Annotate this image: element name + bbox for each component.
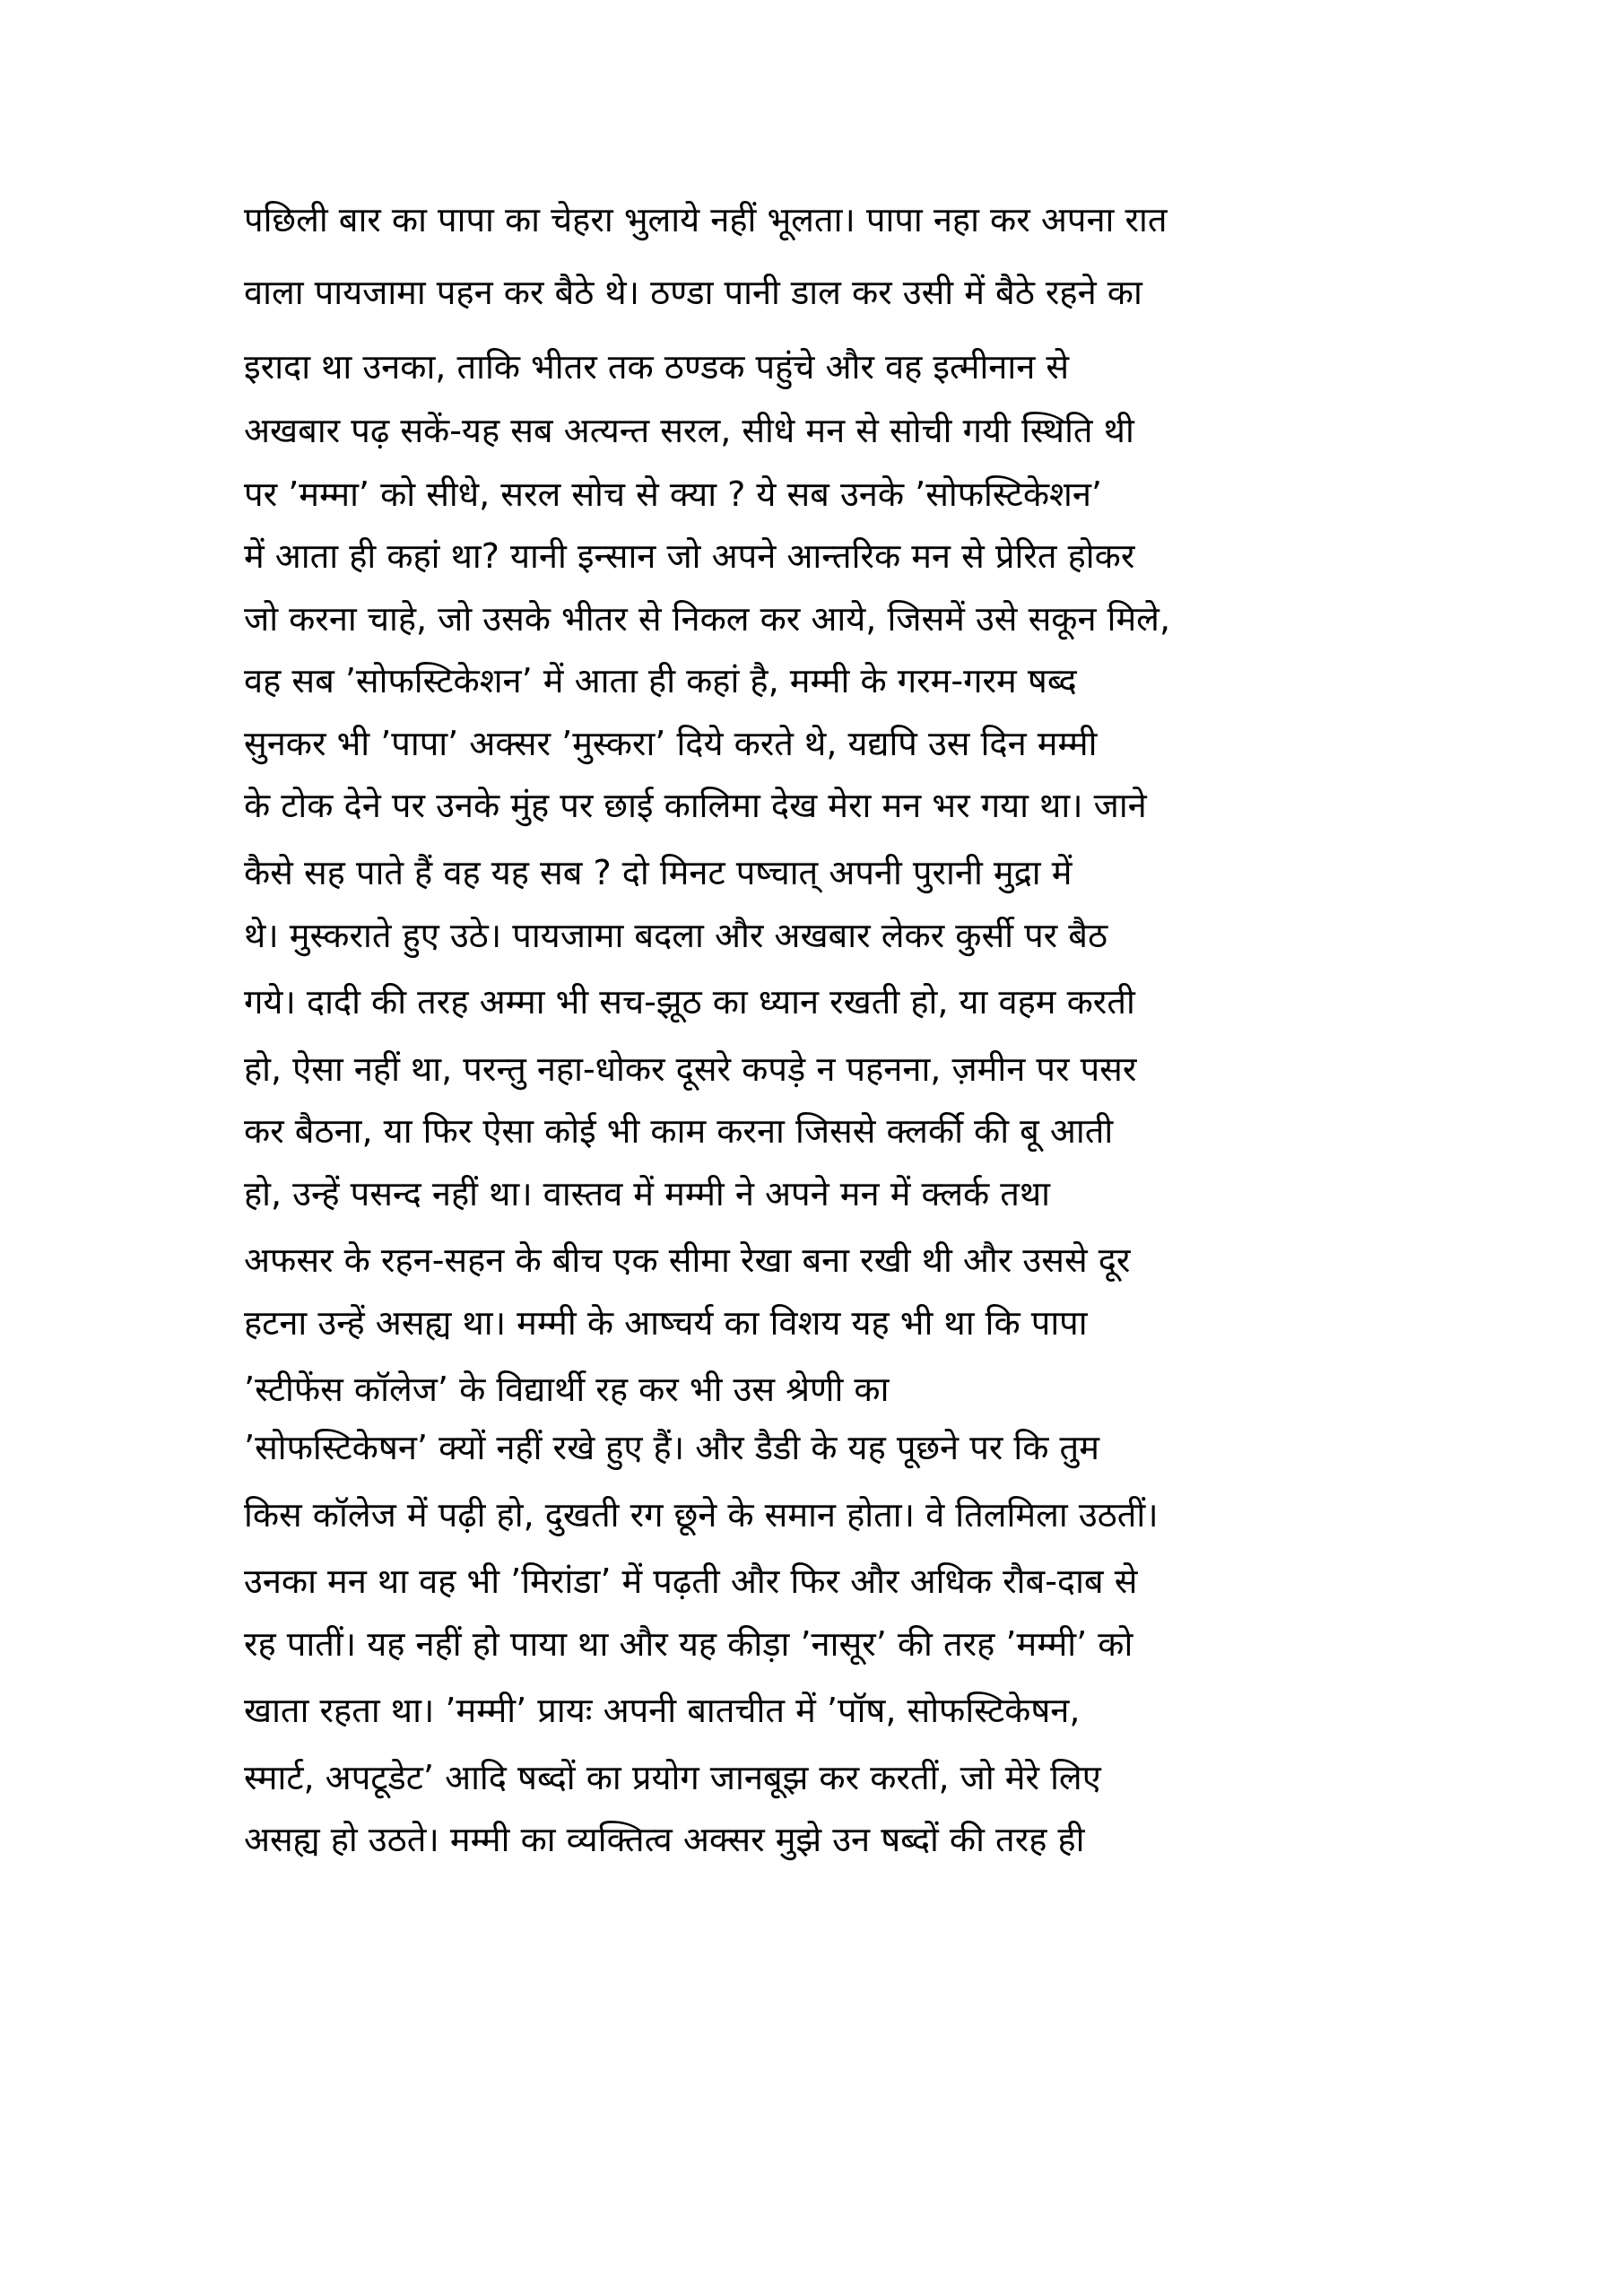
text-line: इरादा था उनका, ताकि भीतर तक ठण्डक पहुंचे और वह इत्मीनान से [244,347,1070,387]
text-line: पछिली बार का पापा का चेहरा भुलाये नहीं भूलता। पापा नहा कर अपना रात [244,200,1168,239]
text-line: के टोक देने पर उनके मुंह पर छाई कालिमा देख मेरा मन भर गया था। जाने [244,786,1147,825]
text-line: उनका मन था वह भी ’मिरांडा’ में पढ़ती और फिर और अधिक रौब-दाब से [244,1561,1138,1601]
text-line: पर ’मम्मा’ को सीधे, सरल सोच से क्या ? ये सब उनके ’सोफस्टिकेशन’ [244,474,1103,514]
text-line: थे। मुस्कराते हुए उठे। पायजामा बदला और अखबार लेकर कुर्सी पर बैठ [244,916,1108,955]
text-line: वाला पायजामा पहन कर बैठे थे। ठण्डा पानी डाल कर उसी में बैठे रहने का [244,273,1142,312]
text-line: वह सब ’सोफस्टिकेशन’ में आता ही कहां है, मम्मी के गरम-गरम षब्द [244,661,1077,700]
text-line: हो, उन्हें पसन्द नहीं था। वास्तव में मम्मी ने अपने मन में क्लर्क तथा [244,1174,1051,1213]
text-line: ’सोफस्टिकेषन’ क्यों नहीं रखे हुए हैं। और डैडी के यह पूछने पर कि तुम [244,1428,1099,1467]
text-line: कर बैठना, या फिर ऐसा कोई भी काम करना जिससे क्लर्की की बू आती [244,1111,1114,1151]
text-line: असह्य हो उठते। मम्मी का व्यक्तित्व अक्सर मुझे उन षब्दों की तरह ही [244,1820,1085,1859]
text-line: में आता ही कहां था? यानी इन्सान जो अपने आन्तरिक मन से प्रेरित होकर [244,536,1135,576]
text-line: हटना उन्हें असह्य था। मम्मी के आष्चर्य का विशय यह भी था कि पापा [244,1303,1088,1343]
text-line: सुनकर भी ’पापा’ अक्सर ’मुस्करा’ दिये करते थे, यद्यपि उस दिन मम्मी [244,724,1098,763]
text-line: ’स्टीफेंस कॉलेज’ के विद्यार्थी रह कर भी उस श्रेणी का [244,1370,890,1409]
text-line: हो, ऐसा नहीं था, परन्तु नहा-धोकर दूसरे कपड़े न पहनना, ज़मीन पर पसर [244,1049,1137,1089]
text-line: अखबार पढ़ सकें-यह सब अत्यन्त सरल, सीधे मन से सोची गयी स्थिति थी [244,411,1134,450]
text-line: कैसे सह पाते हैं वह यह सब ? दो मिनट पष्चात् अपनी पुरानी मुद्रा में [244,853,1073,892]
text-line: किस कॉलेज में पढ़ी हो, दुखती रग छूने के समान होता। वे तिलमिला उठतीं। [244,1495,1159,1535]
text-line: गये। दादी की तरह अम्मा भी सच-झूठ का ध्यान रखती हो, या वहम करती [244,982,1135,1022]
text-line: रह पातीं। यह नहीं हो पाया था और यह कीड़ा ’नासूर’ की तरह ’मम्मी’ को [244,1624,1133,1664]
text-line: जो करना चाहे, जो उसके भीतर से निकल कर आये, जिसमें उसे सकून मिले, [244,599,1171,639]
text-line: अफसर के रहन-सहन के बीच एक सीमा रेखा बना रखी थी और उससे दूर [244,1240,1131,1280]
text-line: खाता रहता था। ’मम्मी’ प्रायः अपनी बातचीत में ’पॉष, सोफस्टिकेषन, [244,1691,1081,1730]
text-line: स्मार्ट, अपटूडेट’ आदि षब्दों का प्रयोग जानबूझ कर करतीं, जो मेरे लिए [244,1758,1101,1797]
